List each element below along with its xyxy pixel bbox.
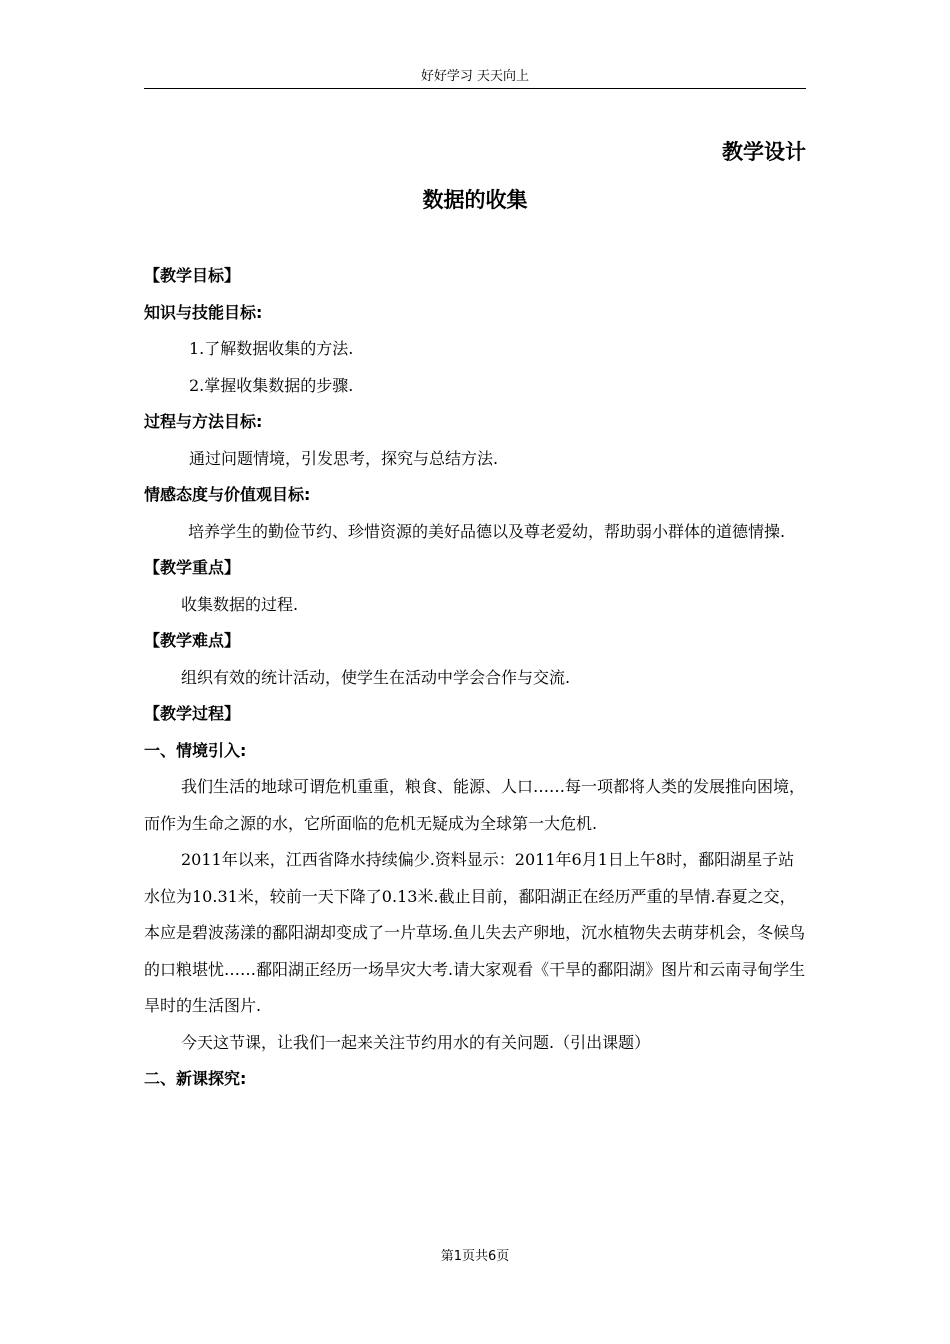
knowledge-heading: 知识与技能目标: [144,302,263,322]
part1-paragraph: 2011年以来，江西省降水持续偏少.资料显示：2011年6月1日上午8时，鄱阳湖星子站水位为10.31米，较前一天下降了0.13米.截止目前，鄱阳湖正在经历严重的旱情.春夏之交，本应是碧波荡漾的鄱阳湖却变成了一片草场.鱼儿失去产卵地，沉水植物失去萌芽机会，冬候鸟的口粮堪忧……鄱阳湖正经历一场旱灾大考.请大家观看《干旱的鄱阳湖》图片和云南寻甸学生旱时的生活图片. [144,850,806,1015]
procedure-heading: 【教学过程】 [144,704,241,723]
header-rule [144,88,806,89]
page-title: 数据的收集 [422,188,528,212]
difficulty-heading: 【教学难点】 [144,631,241,650]
knowledge-item: 1.了解数据收集的方法. [189,339,354,358]
part1-heading: 一、情境引入: [144,740,247,760]
process-heading: 过程与方法目标: [144,412,263,431]
process-text: 通过问题情境，引发思考，探究与总结方法. [189,448,499,468]
knowledge-item: 2.掌握收集数据的步骤. [189,375,354,395]
document-type: 教学设计 [722,140,806,164]
key-text: 收集数据的过程. [181,594,299,614]
part2-heading: 二、新课探究: [144,1069,247,1088]
page-footer: 第1页共6页 [440,1249,510,1264]
page-header: 好好学习 天天向上 [420,69,530,84]
emotion-text: 培养学生的勤俭节约、珍惜资源的美好品德以及尊老爱幼，帮助弱小群体的道德情操. [188,521,786,541]
key-heading: 【教学重点】 [144,558,241,577]
difficulty-text: 组织有效的统计活动，使学生在活动中学会合作与交流. [181,667,571,687]
part1-paragraph: 今天这节课，让我们一起来关注节约用水的有关问题.（引出课题） [181,1032,651,1052]
emotion-heading: 情感态度与价值观目标: [144,485,311,504]
part1-paragraph: 我们生活的地球可谓危机重重，粮食、能源、人口……每一项都将人类的发展推向困境，而作为生命之源的水，它所面临的危机无疑成为全球第一大危机. [144,777,806,833]
document-body [144,258,806,1098]
objectives-heading: 【教学目标】 [144,266,241,285]
